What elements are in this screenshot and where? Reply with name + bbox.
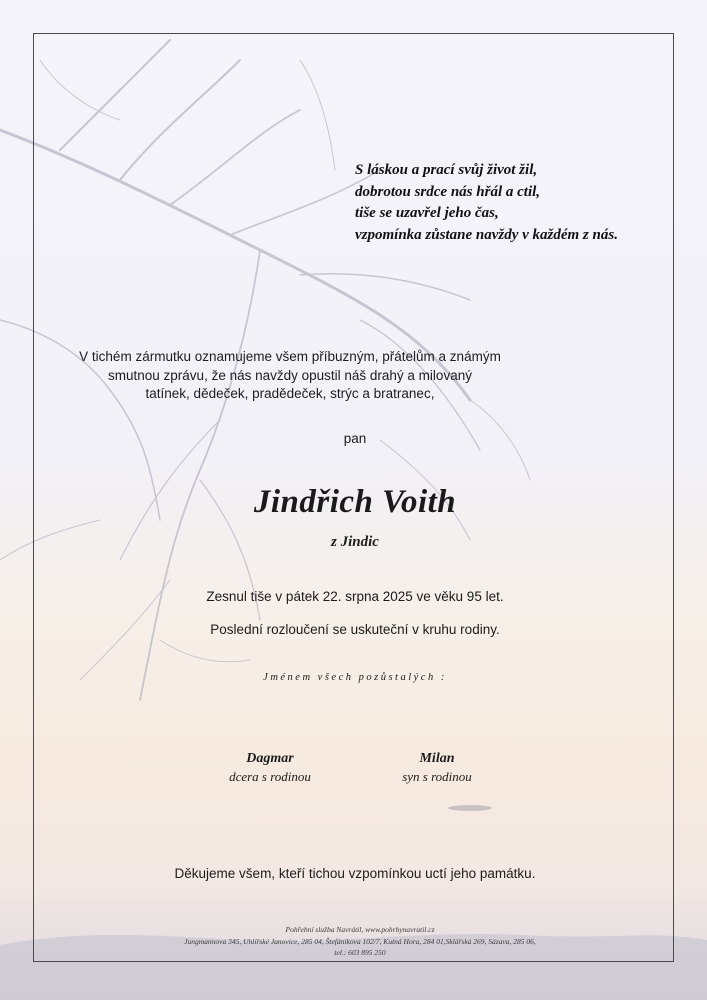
poem-line: S láskou a prací svůj život žil,	[355, 162, 538, 178]
announcement-line: smutnou zprávu, že nás navždy opustil náš drahý a milovaný	[108, 367, 472, 383]
announcement-line: tatínek, dědeček, pradědeček, strýc a bratranec,	[145, 386, 435, 401]
farewell-notice: Poslední rozloučení se uskuteční v kruhu rodiny.	[210, 622, 500, 637]
survivor-relation: dcera s rodinou	[229, 769, 311, 784]
footer-line: Jungmannova 345, Uhlířské Janovice, 285 04, Štefánikova 102/7, Kutná Hora, 284 01,Sklářská 269, Sázava, 285 06,	[184, 936, 536, 946]
death-notice: Zesnul tiše v pátek 22. srpna 2025 ve věku 95 let.	[206, 589, 504, 604]
survivor-name: Dagmar	[246, 751, 294, 766]
announcement-line: V tichém zármutku oznamujeme všem příbuzným, přátelům a známým	[79, 349, 501, 364]
deceased-name: Jindřich Voith	[253, 484, 457, 520]
survivors-heading: Jménem všech pozůstalých :	[263, 672, 447, 683]
footer-line: Pohřební služba Navrátil, www.pohrbynavratil.cz	[285, 925, 435, 934]
announcement-text	[60, 348, 520, 404]
thanks-message: Děkujeme všem, kteří tichou vzpomínkou uctí jeho památku.	[174, 866, 536, 881]
salutation: pan	[343, 431, 367, 446]
survivor-name: Milan	[419, 751, 455, 766]
survivor-relation: syn s rodinou	[402, 769, 472, 784]
poem-line: tiše se uzavřel jeho čas,	[355, 205, 499, 221]
poem-line: vzpomínka zůstane navždy v každém z nás.	[355, 226, 618, 243]
footer-line: tel.: 603 895 250	[334, 948, 386, 957]
memorial-poem	[355, 160, 685, 246]
survivor-son	[357, 751, 517, 785]
survivor-daughter	[190, 751, 350, 785]
deceased-origin: z Jindic	[331, 534, 379, 550]
funeral-service-footer	[80, 924, 640, 959]
poem-line: dobrotou srdce nás hřál a ctil,	[355, 183, 541, 200]
